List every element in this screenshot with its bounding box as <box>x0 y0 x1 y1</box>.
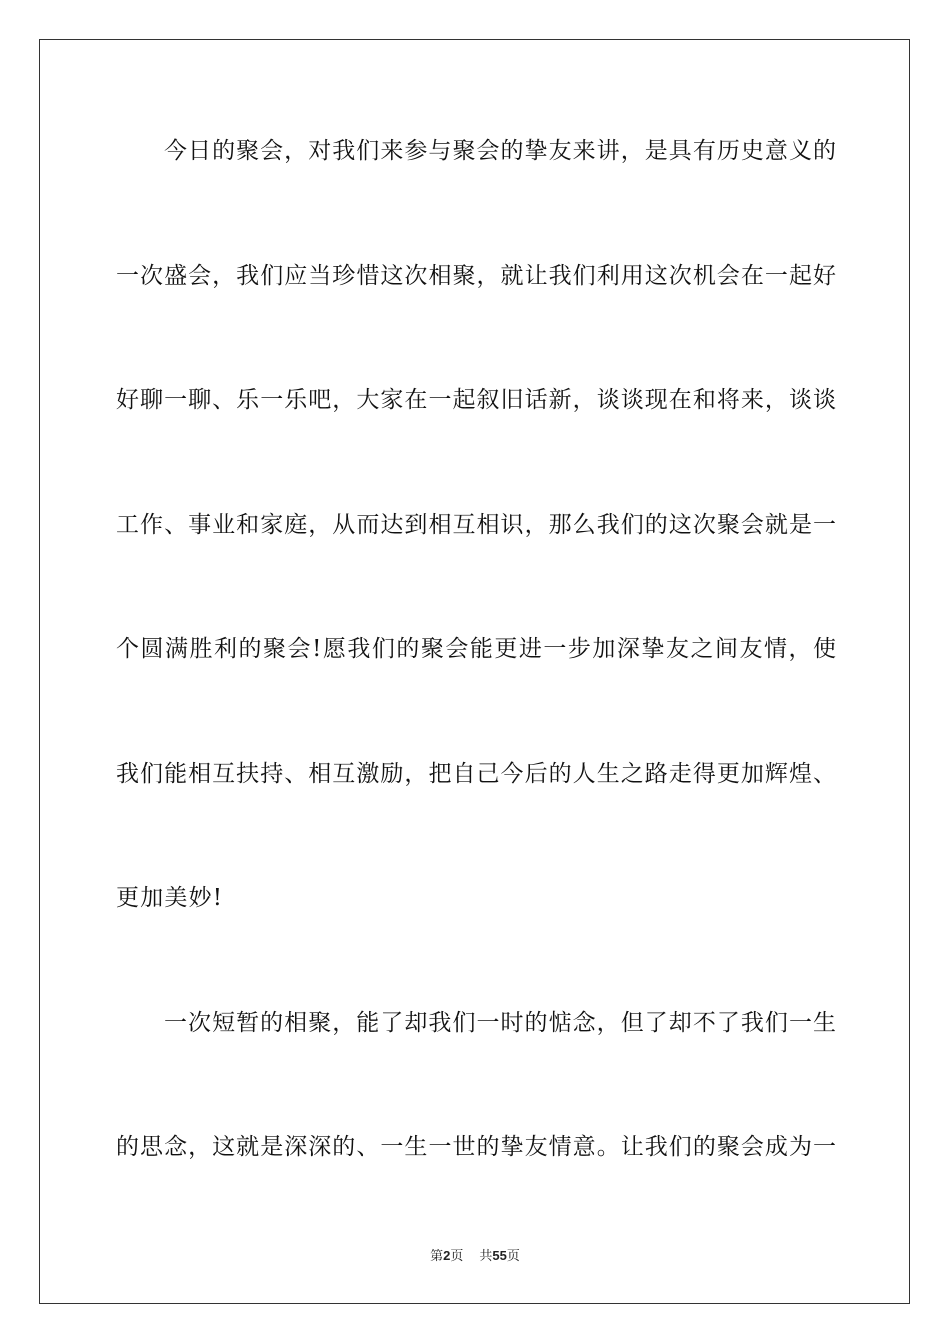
paragraph-1-line-6: 我们能相互扶持、相互激励，把自己今后的人生之路走得更加辉煌、 <box>116 761 836 787</box>
paragraph-1-line-2: 一次盛会，我们应当珍惜这次相聚，就让我们利用这次机会在一起好 <box>116 263 836 289</box>
paragraph-1-line-7: 更加美妙! <box>116 885 224 911</box>
page-border <box>39 39 910 1304</box>
paragraph-2-line-2: 的思念，这就是深深的、一生一世的挚友情意。让我们的聚会成为一 <box>116 1134 836 1160</box>
page-prefix: 第 <box>430 1249 444 1264</box>
paragraph-1-line-4: 工作、事业和家庭，从而达到相互相识，那么我们的这次聚会就是一 <box>116 512 836 538</box>
page-footer <box>0 1247 950 1266</box>
paragraph-1-line-1: 今日的聚会，对我们来参与聚会的挚友来讲，是具有历史意义的 <box>164 138 836 164</box>
total-prefix: 共 <box>479 1249 493 1264</box>
total-pages: 55 <box>492 1248 507 1263</box>
total-suffix: 页 <box>506 1249 520 1264</box>
paragraph-1-line-5: 个圆满胜利的聚会!愿我们的聚会能更进一步加深挚友之间友情，使 <box>116 636 836 662</box>
page-suffix: 页 <box>450 1249 464 1264</box>
paragraph-1-line-3: 好聊一聊、乐一乐吧，大家在一起叙旧话新，谈谈现在和将来，谈谈 <box>116 387 836 413</box>
paragraph-2-line-1: 一次短暂的相聚，能了却我们一时的惦念，但了却不了我们一生 <box>164 1010 836 1036</box>
page-number: 2 <box>443 1248 451 1263</box>
